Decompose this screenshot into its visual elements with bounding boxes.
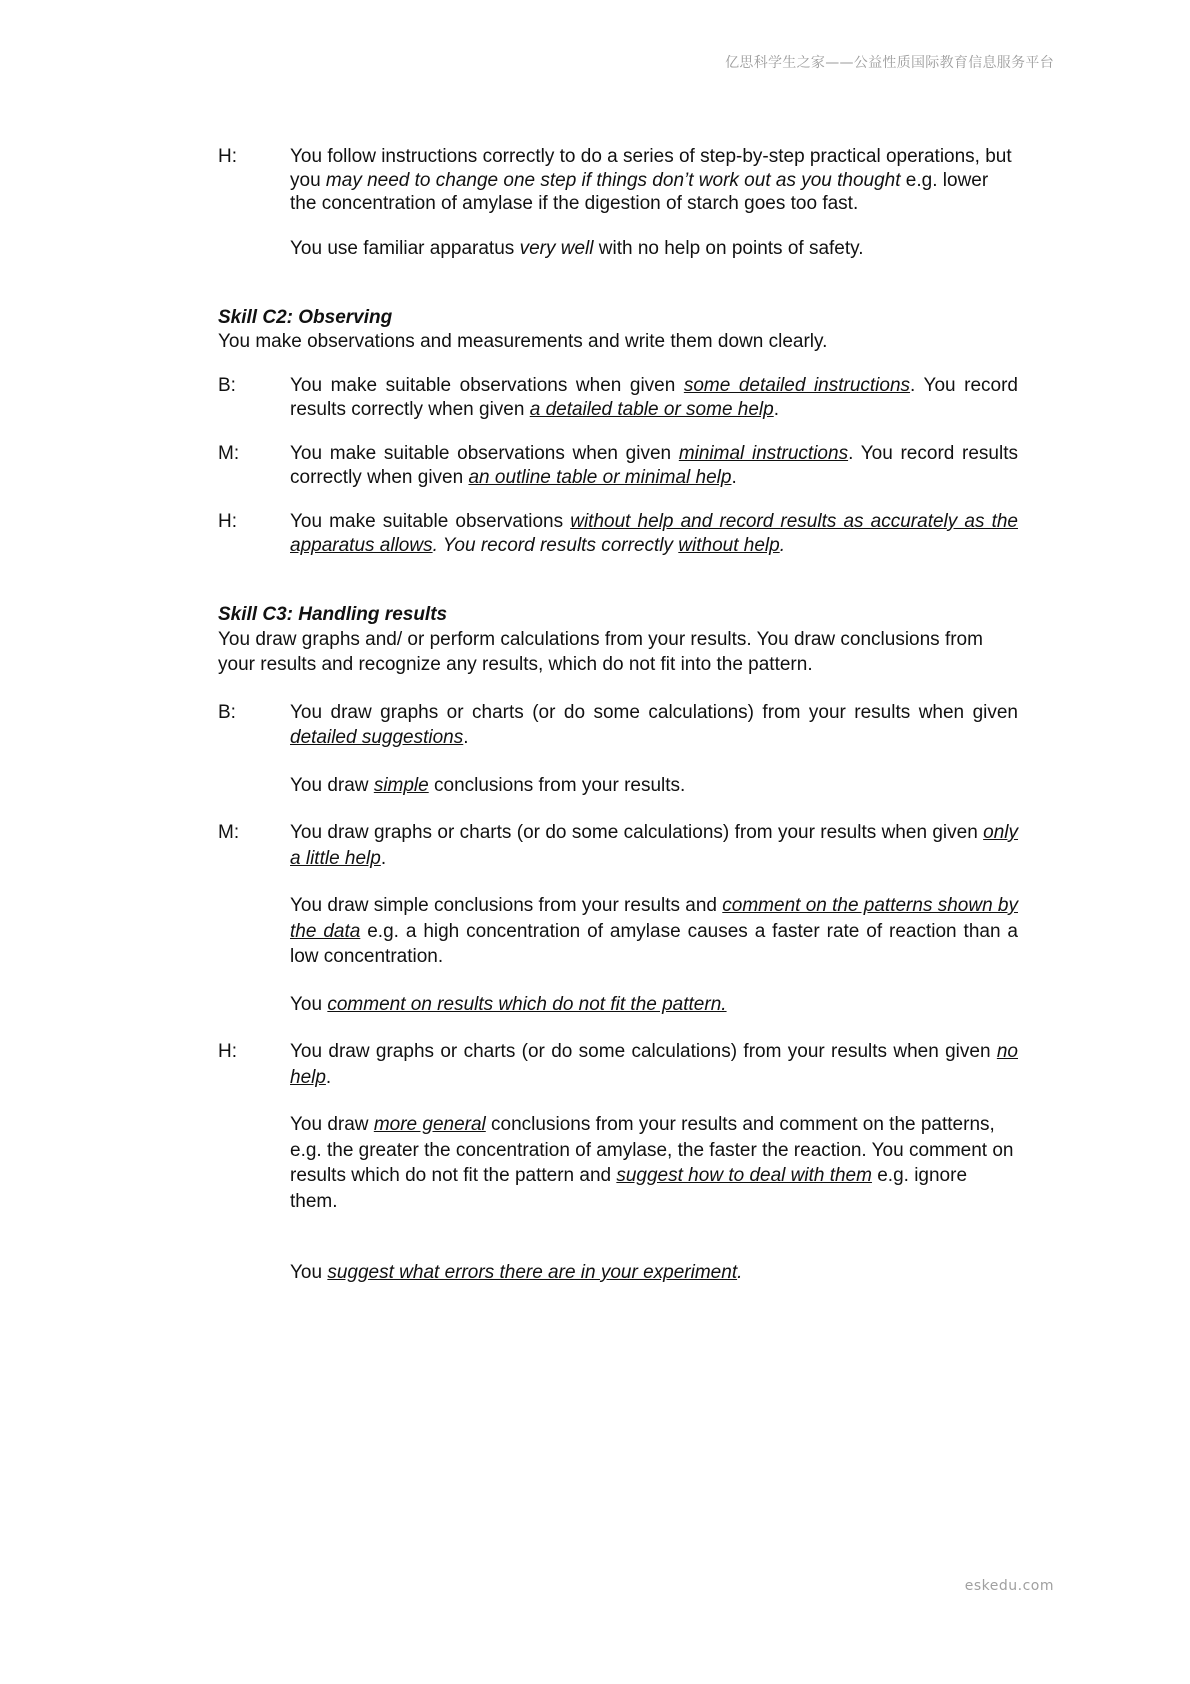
level-label: H:: [218, 1041, 237, 1062]
c3-b-paragraph-1: You draw graphs or charts (or do some calculations) from your results when given detailed suggestions.: [290, 701, 1018, 748]
level-label: M:: [218, 443, 240, 464]
c3-h-paragraph-1: You draw graphs or charts (or do some calculations) from your results when given no help.: [290, 1041, 1018, 1088]
c3-m-paragraph-1: You draw graphs or charts (or do some calculations) from your results when given only a little help.: [290, 822, 1018, 869]
c1-level-h: [218, 145, 1018, 260]
page-footer: eskedu.com: [964, 1578, 1054, 1594]
section-intro-c2: You make observations and measurements and write them down clearly.: [218, 330, 828, 352]
c3-h-paragraph-2: You draw more general conclusions from your results and comment on the patterns, e.g. the greater the concentration of amylase, the faster the reaction. You comment on results which do not fit the pattern and suggest how to deal with them e.g. ignore them.: [290, 1114, 1014, 1212]
c3-m-paragraph-3: You comment on results which do not fit the pattern.: [290, 993, 727, 1015]
c3-b-paragraph-2: You draw simple conclusions from your results.: [290, 774, 686, 796]
c2-b-text: You make suitable observations when given some detailed instructions. You record results correctly when given a detailed table or some help.: [290, 375, 1018, 420]
level-label: H:: [218, 146, 237, 167]
level-label: H:: [218, 511, 237, 532]
c1-h-paragraph-1: You follow instructions correctly to do a series of step-by-step practical operations, but you may need to change one step if things don’t work out as you thought e.g. lower the concentration of amylase if the digestion of starch goes too fast.: [290, 146, 1012, 214]
c3-h-paragraph-3: You suggest what errors there are in your experiment.: [290, 1262, 743, 1283]
level-label: B:: [218, 375, 236, 396]
c2-level-h: [218, 510, 1018, 557]
c1-h-paragraph-2: You use familiar apparatus very well with no help on points of safety.: [290, 237, 864, 259]
c3-level-h: [218, 1039, 1018, 1286]
c2-level-b: [218, 374, 1018, 421]
section-title-c2: Skill C2: Observing: [218, 307, 393, 328]
page-header: 亿思科学生之家——公益性质国际教育信息服务平台: [725, 55, 1054, 71]
c2-m-text: You make suitable observations when given minimal instructions. You record results correctly when given an outline table or minimal help.: [290, 443, 1019, 488]
document-body: [218, 145, 1018, 1286]
c2-h-text: You make suitable observations without help and record results as accurately as the apparatus allows. You record results correctly without help.: [290, 511, 1018, 556]
c3-m-paragraph-2: You draw simple conclusions from your results and comment on the patterns shown by the data e.g. a high concentration of amylase causes a faster rate of reaction than a low concentration.: [290, 895, 1019, 967]
level-label: M:: [218, 822, 240, 843]
c3-level-b: [218, 700, 1018, 799]
level-label: B:: [218, 701, 236, 723]
c3-level-m: [218, 820, 1018, 1017]
c2-level-m: [218, 442, 1018, 489]
section-title-c3: Skill C3: Handling results: [218, 604, 448, 625]
section-intro-c3: You draw graphs and/ or perform calculations from your results. You draw conclusions from your results and recognize any results, which do not fit into the pattern.: [218, 628, 983, 675]
